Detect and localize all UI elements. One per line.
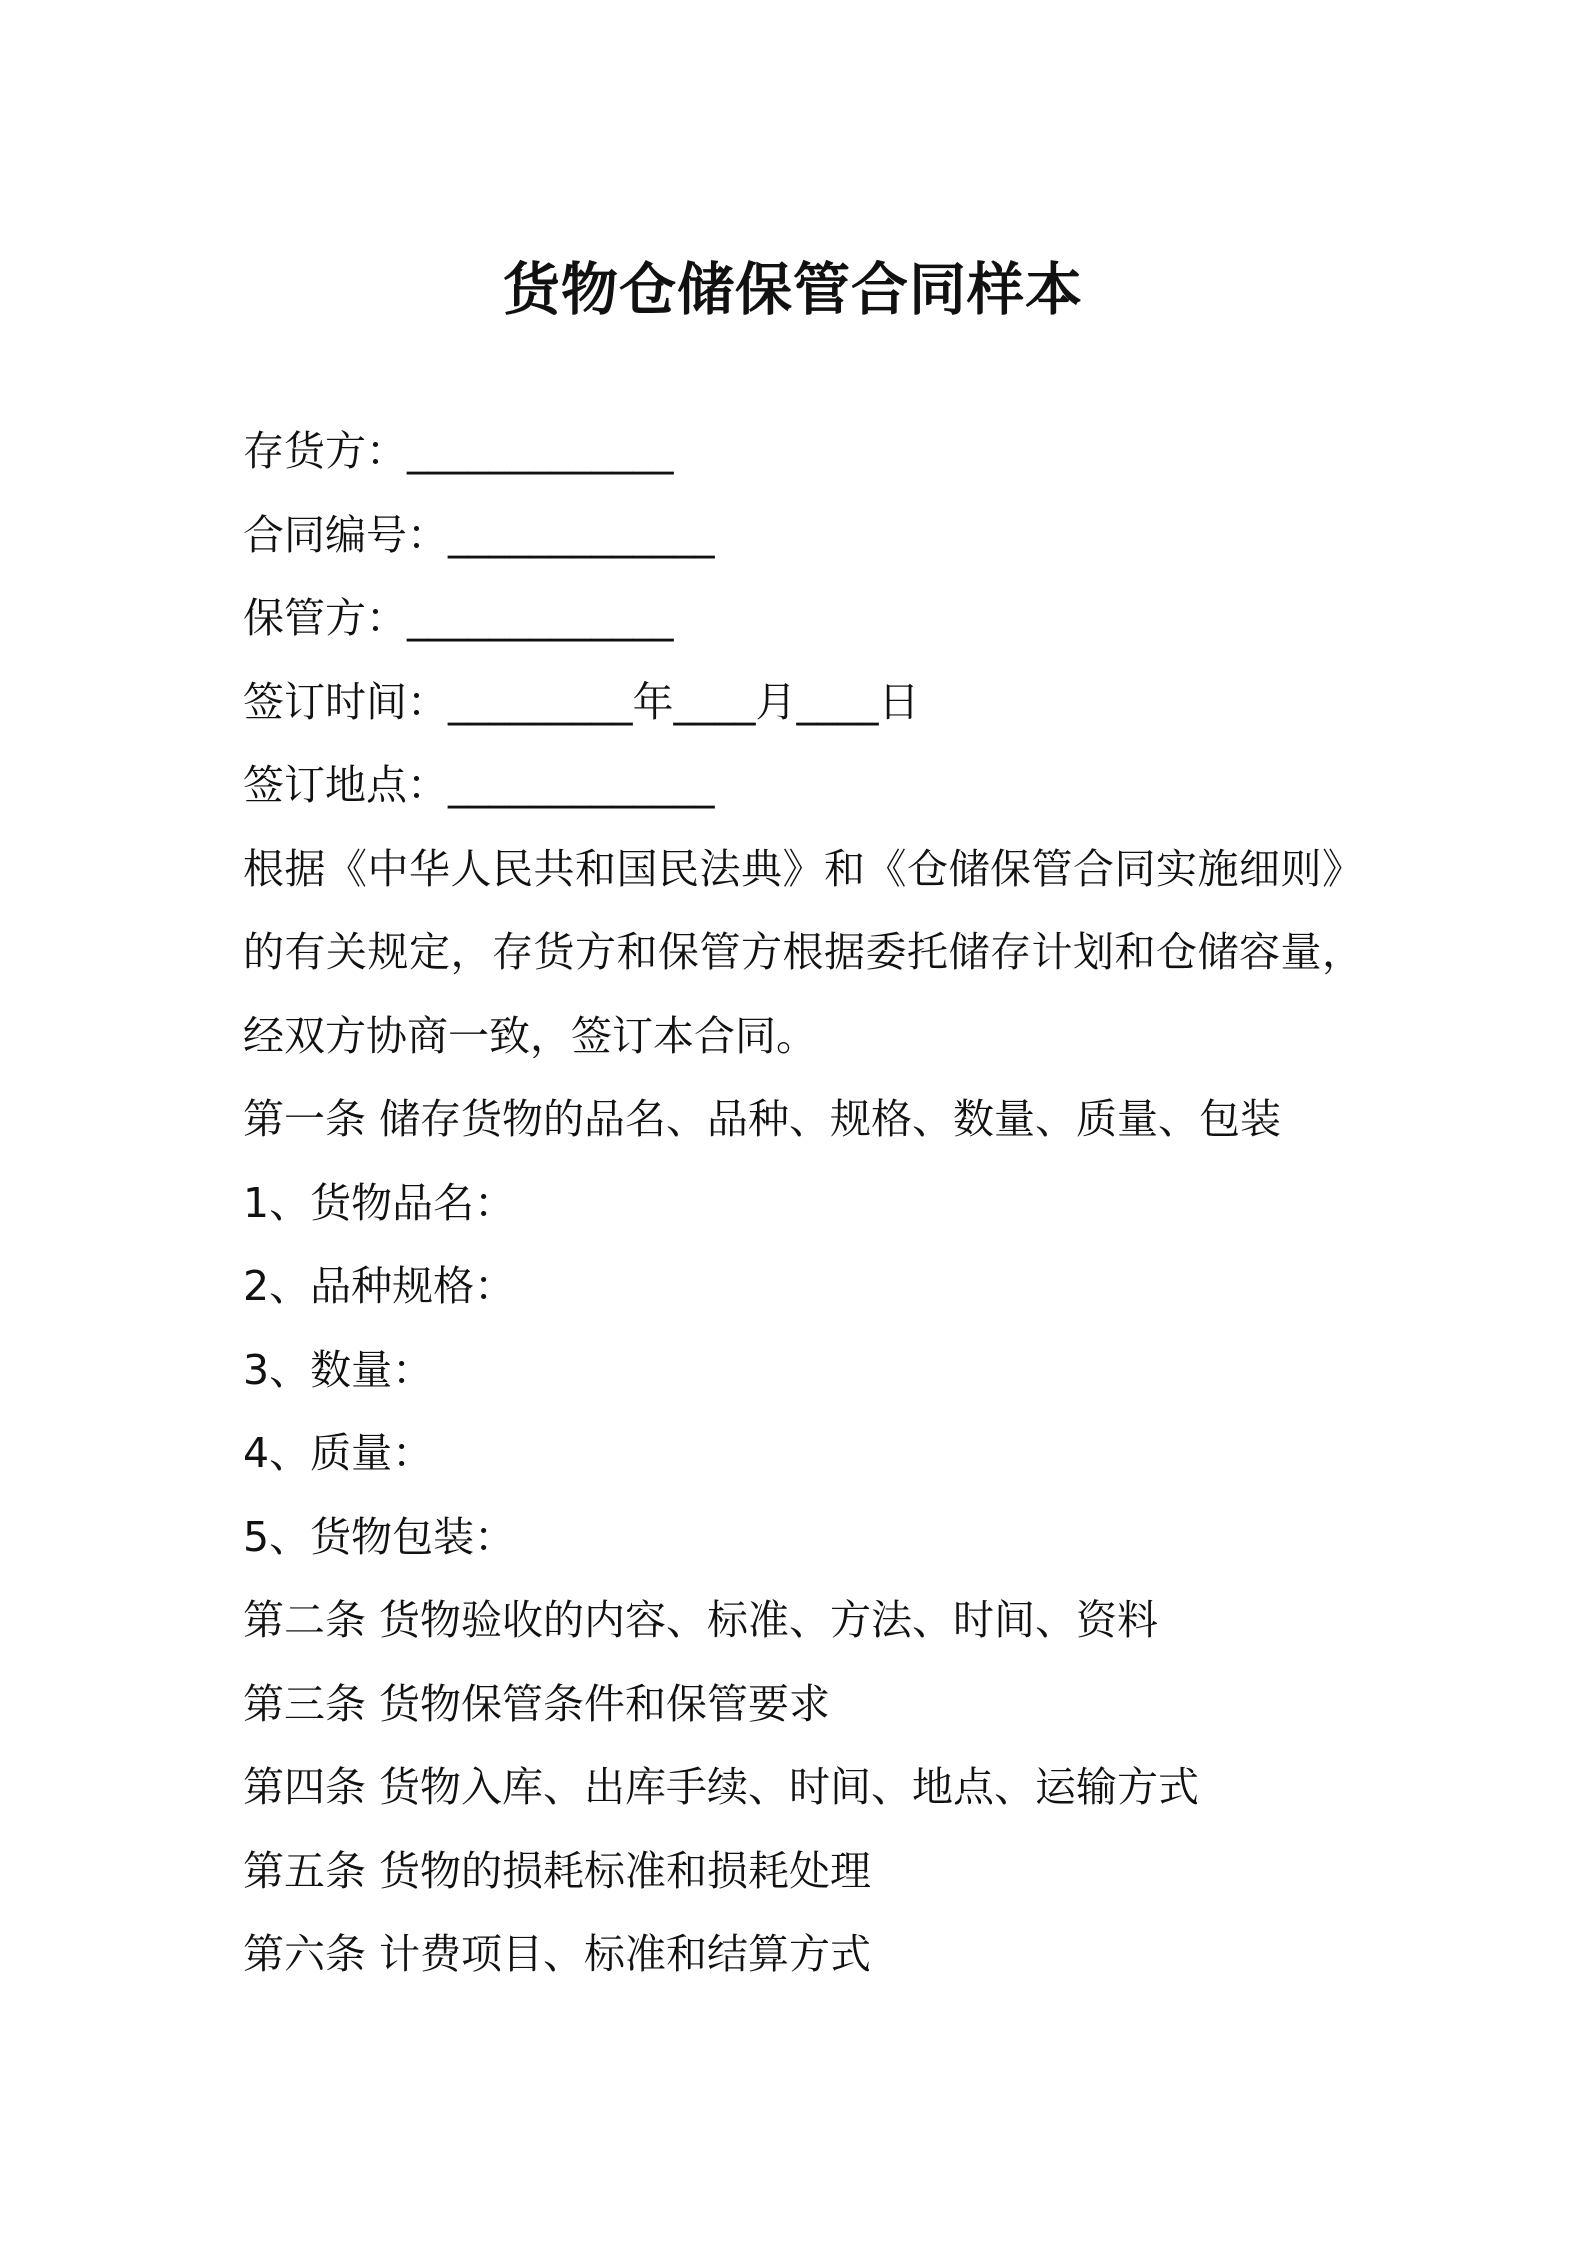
field-signing-place: 签订地点：_____________ xyxy=(243,761,715,809)
field-custodian: 保管方：_____________ xyxy=(243,594,674,642)
field-signing-date: 签订时间：_________年____月____日 xyxy=(243,677,920,726)
field-depositor: 存货方：_____________ xyxy=(243,427,674,475)
article-heading: 第四条 货物入库、出库手续、时间、地点、运输方式 xyxy=(243,1763,1200,1811)
intro-paragraph: 根据《中华人民共和国民法典》和《仓储保管合同实施细则》的有关规定，存货方和保管方根据委托储存计划和仓储容量，经双方协商一致，签订本合同。 xyxy=(243,844,1363,1060)
article-heading: 第三条 货物保管条件和保管要求 xyxy=(243,1679,831,1728)
document-title: 货物仓储保管合同样本 xyxy=(503,257,1083,323)
article-1-item: 2、品种规格： xyxy=(243,1262,516,1310)
field-contract-number: 合同编号：_____________ xyxy=(243,510,715,559)
article-1-item: 4、质量： xyxy=(243,1429,434,1477)
article-1-heading: 第一条 储存货物的品名、品种、规格、数量、质量、包装 xyxy=(243,1095,1282,1143)
article-heading: 第二条 货物验收的内容、标准、方法、时间、资料 xyxy=(243,1596,1159,1644)
document-body xyxy=(243,410,1363,1997)
article-1-item: 1、货物品名： xyxy=(243,1178,516,1227)
article-heading: 第六条 计费项目、标准和结算方式 xyxy=(243,1930,872,1978)
article-heading: 第五条 货物的损耗标准和损耗处理 xyxy=(243,1846,872,1895)
article-1-item: 5、货物包装： xyxy=(243,1512,516,1561)
article-1-item: 3、数量： xyxy=(243,1345,434,1394)
